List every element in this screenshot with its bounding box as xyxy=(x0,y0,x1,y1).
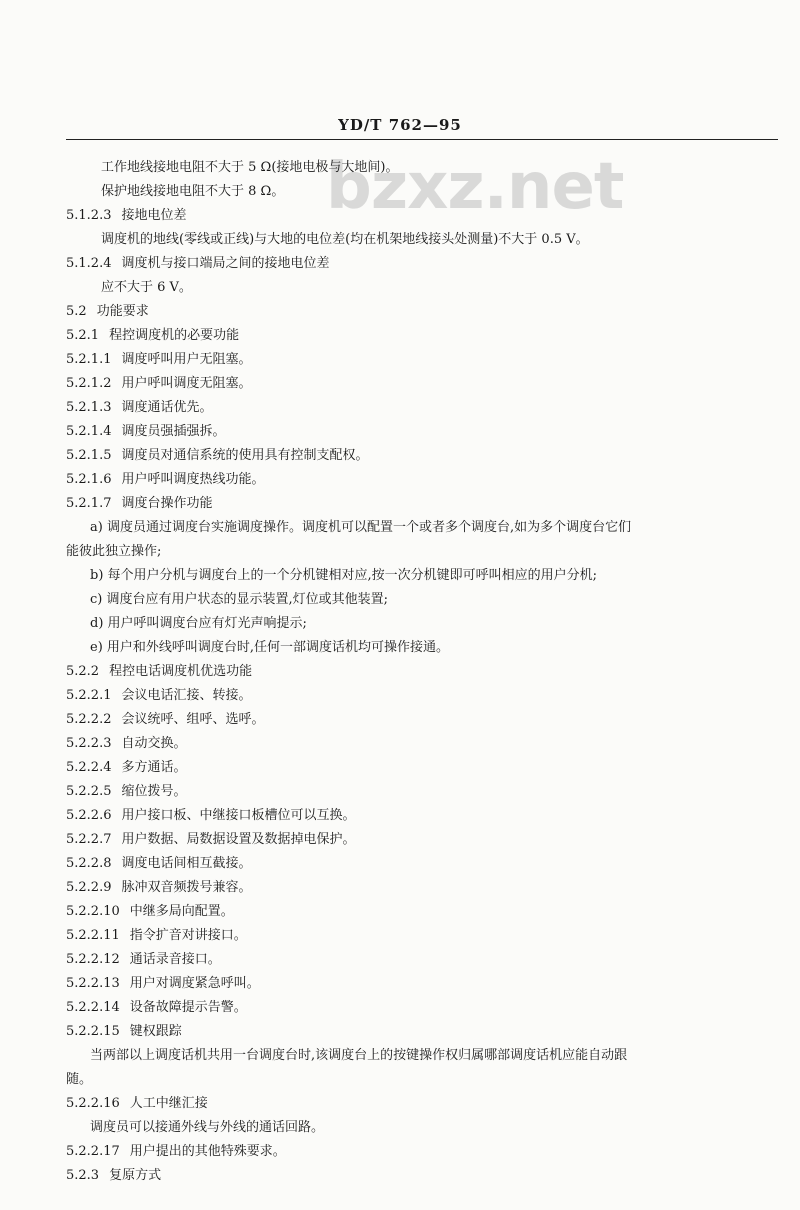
doc-line xyxy=(66,950,780,970)
line-text: 用户接口板、中继接口板槽位可以互换。 xyxy=(121,808,356,823)
line-text: a) 调度员通过调度台实施调度操作。调度机可以配置一个或者多个调度台,如为多个调度台它们 xyxy=(90,520,632,535)
line-text: 调度机的地线(零线或正线)与大地的电位差(均在机架地线接头处测量)不大于 0.5 V。 xyxy=(101,232,589,247)
doc-line xyxy=(66,686,780,706)
doc-line xyxy=(66,1070,780,1090)
line-text: 随。 xyxy=(66,1072,93,1087)
line-text: 用户提出的其他特殊要求。 xyxy=(129,1144,286,1159)
section-number: 5.2.2.7 xyxy=(66,832,112,847)
line-text: 功能要求 xyxy=(96,304,149,319)
doc-line xyxy=(66,662,780,682)
section-number: 5.2.2.12 xyxy=(66,952,120,967)
watermark: bzxz.net xyxy=(326,150,624,224)
doc-line xyxy=(90,590,800,610)
doc-line xyxy=(66,422,780,442)
header-rule xyxy=(66,139,778,140)
doc-line xyxy=(66,374,780,394)
section-number: 5.2.2.8 xyxy=(66,856,112,871)
section-number: 5.2.2.5 xyxy=(66,784,112,799)
line-text: 调度电话间相互截接。 xyxy=(121,856,252,871)
line-text: 键权跟踪 xyxy=(129,1024,182,1039)
line-text: 调度台操作功能 xyxy=(121,496,213,511)
doc-line xyxy=(66,1166,780,1186)
doc-line xyxy=(66,926,780,946)
line-text: 复原方式 xyxy=(109,1168,162,1183)
line-text: 接地电位差 xyxy=(121,208,187,223)
line-text: 设备故障提示告警。 xyxy=(129,1000,247,1015)
section-number: 5.2 xyxy=(66,304,87,319)
doc-line xyxy=(66,854,780,874)
doc-line xyxy=(101,182,800,202)
section-number: 5.2.1 xyxy=(66,328,100,343)
doc-line xyxy=(66,398,780,418)
page-header-doc-code: YD/T 762—95 xyxy=(338,116,462,134)
line-text: 缩位拨号。 xyxy=(121,784,187,799)
line-text: 自动交换。 xyxy=(121,736,187,751)
line-text: b) 每个用户分机与调度台上的一个分机键相对应,按一次分机键即可呼叫相应的用户分机; xyxy=(90,568,598,583)
doc-line xyxy=(90,1046,800,1066)
doc-line xyxy=(90,614,800,634)
doc-line xyxy=(90,1118,800,1138)
line-text: 调度员对通信系统的使用具有控制支配权。 xyxy=(121,448,369,463)
doc-line xyxy=(66,806,780,826)
doc-line xyxy=(66,758,780,778)
section-number: 5.2.1.3 xyxy=(66,400,112,415)
doc-line xyxy=(66,470,780,490)
line-text: 用户呼叫调度无阻塞。 xyxy=(121,376,252,391)
line-text: 会议统呼、组呼、选呼。 xyxy=(121,712,265,727)
line-text: 当两部以上调度话机共用一台调度台时,该调度台上的按键操作权归属哪部调度话机应能自动跟 xyxy=(90,1048,628,1063)
section-number: 5.2.2.13 xyxy=(66,976,120,991)
section-number: 5.2.2.10 xyxy=(66,904,120,919)
doc-line xyxy=(66,350,780,370)
doc-line xyxy=(66,974,780,994)
doc-line xyxy=(66,254,780,274)
line-text: 能彼此独立操作; xyxy=(66,544,162,559)
line-text: 脉冲双音频拨号兼容。 xyxy=(121,880,252,895)
line-text: 多方通话。 xyxy=(121,760,187,775)
line-text: 中继多局向配置。 xyxy=(129,904,234,919)
line-text: 用户呼叫调度热线功能。 xyxy=(121,472,265,487)
section-number: 5.2.2.9 xyxy=(66,880,112,895)
line-text: c) 调度台应有用户状态的显示装置,灯位或其他装置; xyxy=(90,592,388,607)
doc-line xyxy=(66,1142,780,1162)
line-text: e) 用户和外线呼叫调度台时,任何一部调度话机均可操作接通。 xyxy=(90,640,450,655)
doc-line xyxy=(66,998,780,1018)
doc-line xyxy=(66,878,780,898)
line-text: 通话录音接口。 xyxy=(129,952,221,967)
doc-line xyxy=(66,1094,780,1114)
doc-line xyxy=(66,710,780,730)
section-number: 5.2.1.6 xyxy=(66,472,112,487)
line-text: 用户对调度紧急呼叫。 xyxy=(129,976,260,991)
line-text: 调度呼叫用户无阻塞。 xyxy=(121,352,252,367)
line-text: 调度员可以接通外线与外线的通话回路。 xyxy=(90,1120,325,1135)
section-number: 5.2.2.17 xyxy=(66,1144,120,1159)
doc-line xyxy=(66,446,780,466)
line-text: 会议电话汇接、转接。 xyxy=(121,688,252,703)
line-text: 调度员强插强拆。 xyxy=(121,424,226,439)
section-number: 5.2.2.1 xyxy=(66,688,112,703)
section-number: 5.2.3 xyxy=(66,1168,100,1183)
section-number: 5.1.2.3 xyxy=(66,208,112,223)
section-number: 5.2.2.15 xyxy=(66,1024,120,1039)
section-number: 5.2.1.1 xyxy=(66,352,112,367)
line-text: 调度通话优先。 xyxy=(121,400,213,415)
section-number: 5.2.2.2 xyxy=(66,712,112,727)
line-text: 程控电话调度机优选功能 xyxy=(109,664,253,679)
line-text: d) 用户呼叫调度台应有灯光声响提示; xyxy=(90,616,307,631)
doc-line xyxy=(66,206,780,226)
doc-line xyxy=(66,326,780,346)
line-text: 指令扩音对讲接口。 xyxy=(129,928,247,943)
doc-line xyxy=(66,782,780,802)
doc-line xyxy=(90,518,800,538)
section-number: 5.2.1.5 xyxy=(66,448,112,463)
section-number: 5.2.2.3 xyxy=(66,736,112,751)
doc-line xyxy=(90,566,800,586)
section-number: 5.2.2 xyxy=(66,664,100,679)
doc-line xyxy=(66,494,780,514)
doc-line xyxy=(101,158,800,178)
section-number: 5.2.2.4 xyxy=(66,760,112,775)
line-text: 调度机与接口端局之间的接地电位差 xyxy=(121,256,330,271)
section-number: 5.2.1.7 xyxy=(66,496,112,511)
section-number: 5.2.1.2 xyxy=(66,376,112,391)
section-number: 5.1.2.4 xyxy=(66,256,112,271)
line-text: 人工中继汇接 xyxy=(129,1096,208,1111)
doc-line xyxy=(90,638,800,658)
doc-line xyxy=(66,830,780,850)
section-number: 5.2.2.14 xyxy=(66,1000,120,1015)
doc-line xyxy=(66,542,780,562)
line-text: 应不大于 6 V。 xyxy=(101,280,192,295)
section-number: 5.2.2.6 xyxy=(66,808,112,823)
doc-line xyxy=(66,902,780,922)
doc-line xyxy=(66,1022,780,1042)
line-text: 用户数据、局数据设置及数据掉电保护。 xyxy=(121,832,356,847)
doc-line xyxy=(66,302,780,322)
section-number: 5.2.2.11 xyxy=(66,928,120,943)
line-text: 程控调度机的必要功能 xyxy=(109,328,240,343)
section-number: 5.2.1.4 xyxy=(66,424,112,439)
line-text: 工作地线接地电阻不大于 5 Ω(接地电极与大地间)。 xyxy=(101,160,399,175)
doc-line xyxy=(101,230,800,250)
line-text: 保护地线接地电阻不大于 8 Ω。 xyxy=(101,184,285,199)
doc-line xyxy=(66,734,780,754)
doc-line xyxy=(101,278,800,298)
section-number: 5.2.2.16 xyxy=(66,1096,120,1111)
